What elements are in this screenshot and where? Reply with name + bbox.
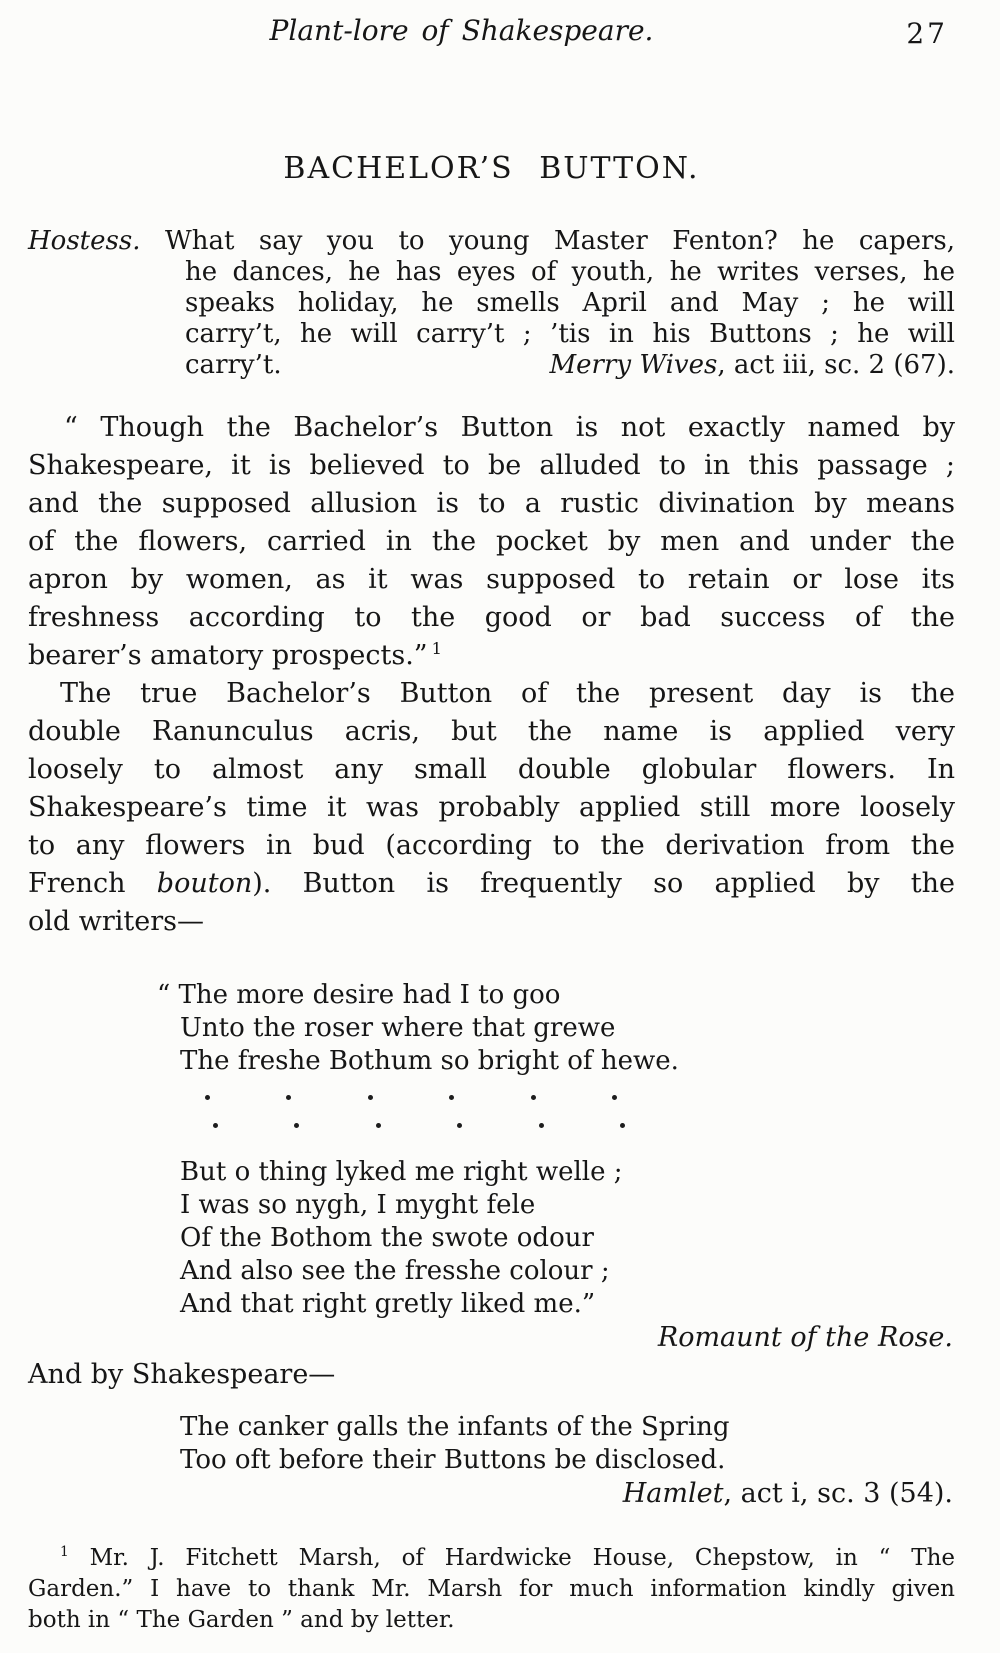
ellipsis-dot bbox=[213, 1123, 218, 1128]
epigraph-quote bbox=[28, 226, 955, 381]
verse-line: The canker galls the infants of the Spring bbox=[180, 1412, 730, 1442]
footnote-reference: 1 bbox=[431, 639, 442, 658]
paragraph-line-text: bearer’s amatory prospects.” bbox=[28, 640, 428, 671]
source-title: Merry Wives bbox=[549, 350, 718, 380]
ellipsis-dot bbox=[376, 1123, 381, 1128]
ellipsis-dot bbox=[205, 1095, 210, 1100]
epigraph-last-line bbox=[28, 350, 955, 381]
ellipsis-omission bbox=[28, 1092, 955, 1130]
ellipsis-dots-row bbox=[213, 1120, 625, 1130]
ellipsis-dot bbox=[294, 1123, 299, 1128]
verse-line: But o thing lyked me right welle ; bbox=[180, 1157, 623, 1187]
page-number: 27 bbox=[906, 17, 948, 50]
paragraph-1 bbox=[28, 409, 955, 675]
verse-block-1 bbox=[28, 979, 955, 1078]
verse-line: Of the Bothom the swote odour bbox=[180, 1223, 594, 1253]
verse-line: “ The more desire had I to goo bbox=[157, 980, 561, 1010]
paragraph-line bbox=[28, 865, 955, 903]
paragraph-line: apron by women, as it was supposed to retain or lose its bbox=[28, 564, 955, 595]
paragraph-last-line bbox=[28, 637, 955, 675]
quote-attribution bbox=[28, 1477, 955, 1511]
speaker-name: Hostess. bbox=[28, 226, 141, 256]
epigraph-line-text: carry’t. bbox=[185, 350, 282, 380]
quote-attribution: Romaunt of the Rose. bbox=[657, 1322, 953, 1353]
paragraph-line: and the supposed allusion is to a rustic divination by means bbox=[28, 488, 955, 519]
verse-line: Unto the roser where that grewe bbox=[180, 1013, 616, 1043]
paragraph-line: Shakespeare, it is believed to be alluded to in this passage ; bbox=[28, 450, 955, 481]
verse-line: And also see the fresshe colour ; bbox=[180, 1256, 610, 1286]
ellipsis-dot bbox=[539, 1123, 544, 1128]
quote-attribution bbox=[550, 350, 955, 381]
ellipsis-dot bbox=[620, 1123, 625, 1128]
epigraph-line: he dances, he has eyes of youth, he writes verses, he bbox=[185, 257, 955, 287]
ellipsis-dot bbox=[368, 1095, 373, 1100]
section-title: BACHELOR’S BUTTON. bbox=[283, 151, 700, 186]
verse-line: The freshe Bothum so bright of hewe. bbox=[180, 1046, 679, 1076]
paragraph-line: loosely to almost any small double globular flowers. In bbox=[28, 754, 955, 785]
ellipsis-dot bbox=[286, 1095, 291, 1100]
paragraph-line: “ Though the Bachelor’s Button is not exactly named by bbox=[64, 412, 955, 443]
source-title: Hamlet bbox=[622, 1478, 724, 1509]
epigraph-line-text: What say you to young Master Fenton? he capers, bbox=[164, 226, 956, 256]
footnote-line: Garden.” I have to thank Mr. Marsh for much information kindly given bbox=[28, 1576, 955, 1602]
footnote-line bbox=[28, 1543, 955, 1574]
footnote-last-line: both in “ The Garden ” and by letter. bbox=[28, 1607, 455, 1633]
footnote-line-text: Mr. J. Fitchett Marsh, of Hardwicke House, Chepstow, in “ The bbox=[89, 1545, 955, 1571]
footnote bbox=[28, 1543, 955, 1636]
paragraph-line: of the flowers, carried in the pocket by men and under the bbox=[28, 526, 955, 557]
verse-line: I was so nygh, I myght fele bbox=[180, 1190, 536, 1220]
paragraph-line-text: French bbox=[28, 868, 157, 899]
ellipsis-dot bbox=[612, 1095, 617, 1100]
paragraph-line: Shakespeare’s time it was probably applied still more loosely bbox=[28, 792, 955, 823]
source-detail: , act iii, sc. 2 (67). bbox=[717, 350, 955, 380]
connector-text: And by Shakespeare— bbox=[28, 1359, 336, 1390]
verse-block-2 bbox=[28, 1156, 955, 1321]
paragraph-line: freshness according to the good or bad success of the bbox=[28, 602, 955, 633]
paragraph-line: The true Bachelor’s Button of the present day is the bbox=[60, 678, 955, 709]
paragraph-last-line: old writers— bbox=[28, 906, 205, 937]
verse-line: Too oft before their Buttons be disclosed. bbox=[180, 1445, 726, 1475]
source-detail: , act i, sc. 3 (54). bbox=[723, 1478, 953, 1509]
paragraph-2 bbox=[28, 675, 955, 941]
running-title: Plant-lore of Shakespeare. bbox=[269, 14, 654, 47]
footnote-marker: 1 bbox=[60, 1544, 69, 1561]
page-header bbox=[28, 14, 955, 60]
foreign-word: bouton bbox=[156, 868, 253, 899]
paragraph-line: to any flowers in bud (according to the derivation from the bbox=[28, 830, 955, 861]
ellipsis-dots-row bbox=[205, 1092, 617, 1102]
verse-block-3 bbox=[28, 1411, 955, 1477]
ellipsis-dot bbox=[457, 1123, 462, 1128]
paragraph-line: double Ranunculus acris, but the name is applied very bbox=[28, 716, 955, 747]
epigraph-line: speaks holiday, he smells April and May ; he will bbox=[185, 288, 955, 318]
epigraph-line: carry’t, he will carry’t ; ’tis in his Buttons ; he will bbox=[185, 319, 955, 349]
ellipsis-dot bbox=[531, 1095, 536, 1100]
verse-line: And that right gretly liked me.” bbox=[180, 1289, 596, 1319]
ellipsis-dot bbox=[449, 1095, 454, 1100]
paragraph-line-text: ). Button is frequently so applied by the bbox=[252, 868, 956, 899]
epigraph-line bbox=[28, 226, 955, 257]
